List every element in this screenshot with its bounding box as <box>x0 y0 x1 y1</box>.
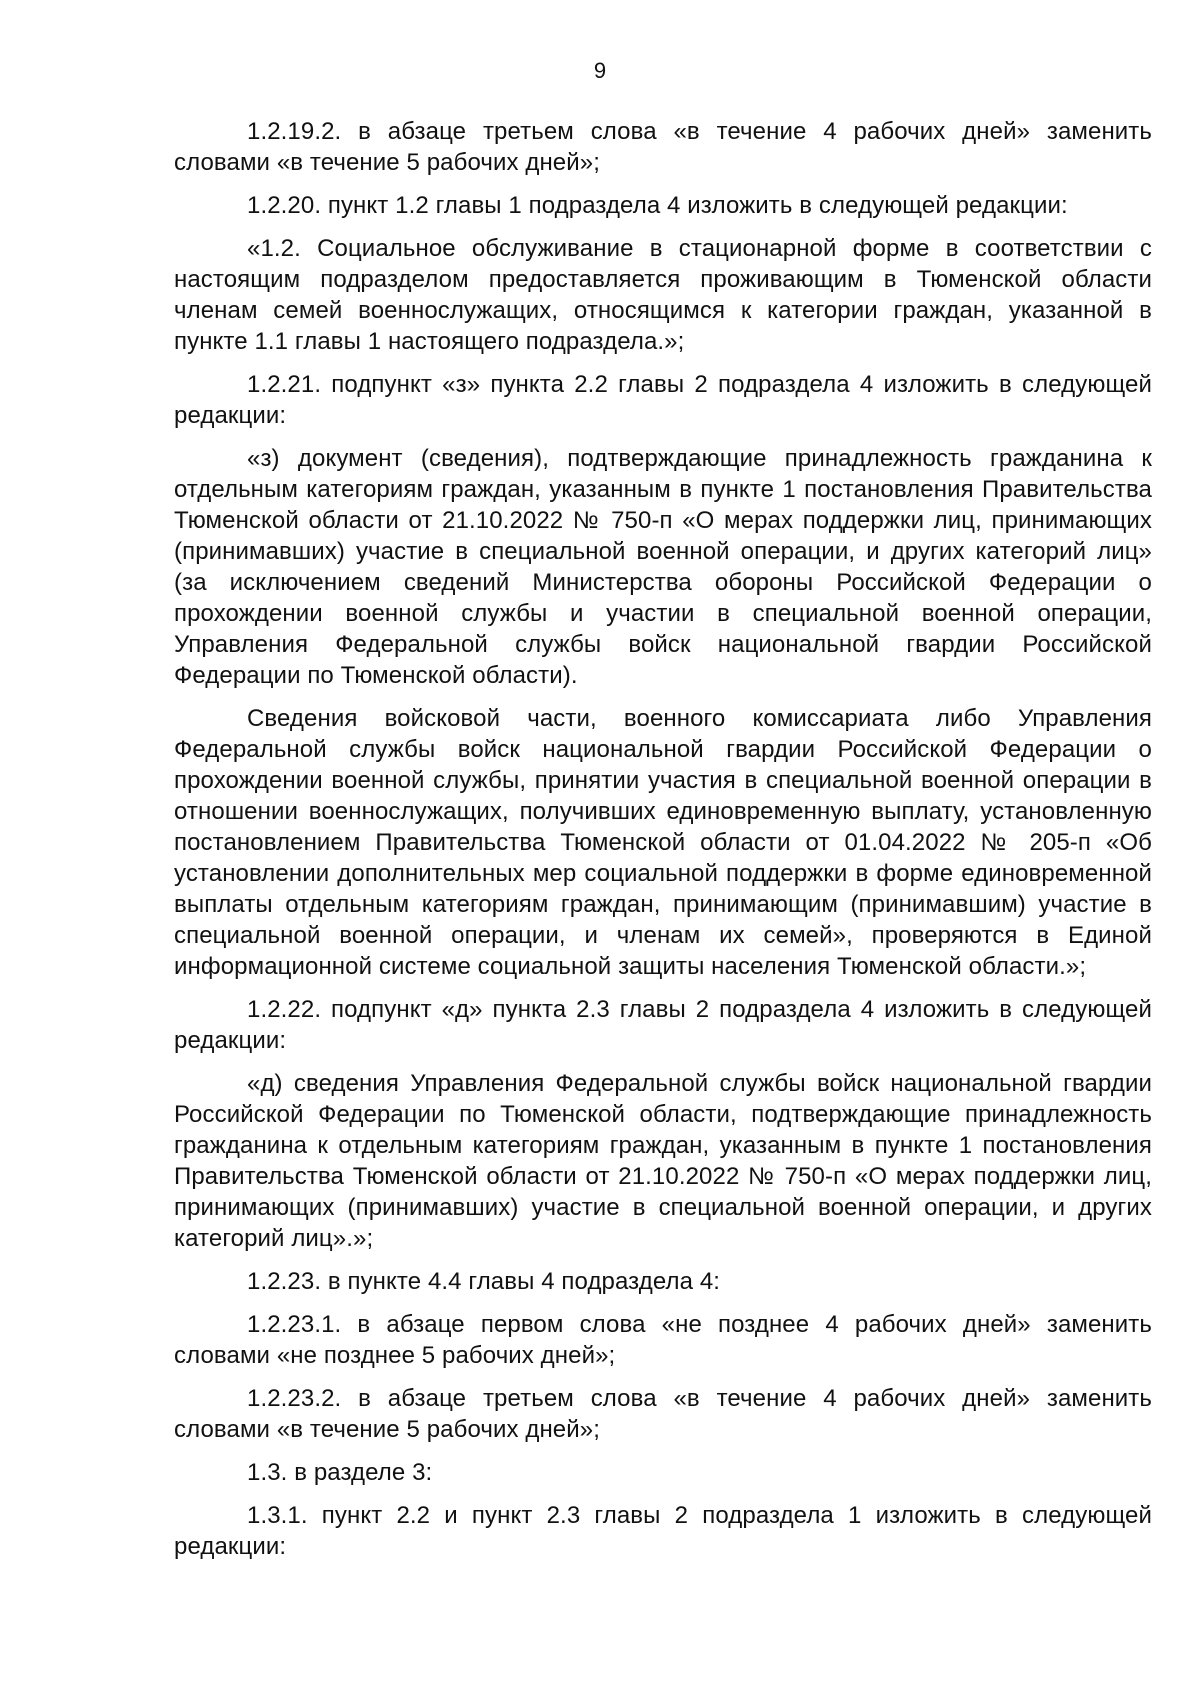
paragraph-quote-1-2: «1.2. Социальное обслуживание в стационарной форме в соответствии с настоящим подразделом предоставляется проживающим в Тюменской области членам семей военнослужащих, относящимся к категории граждан, указанной в пункте 1.1 главы 1 настоящего подраздела.»; <box>174 235 1152 355</box>
paragraph-1-3: 1.3. в разделе 3: <box>247 1459 433 1486</box>
paragraph-1-2-23-2: 1.2.23.2. в абзаце третьем слова «в течение 4 рабочих дней» заменить словами «в течение 5 рабочих дней»; <box>174 1385 1152 1443</box>
paragraph-1-2-23-1: 1.2.23.1. в абзаце первом слова «не позднее 4 рабочих дней» заменить словами «не позднее 5 рабочих дней»; <box>174 1311 1152 1369</box>
paragraph-quote-z: «з) документ (сведения), подтверждающие принадлежность гражданина к отдельным категориям граждан, указанным в пункте 1 постановления Правительства Тюменской области от 21.10.2022 № 750-п «О мерах поддержки лиц, принимающих (принимавших) участие в специальной военной операции, и других категорий лиц» (за исключением сведений Министерства обороны Российской Федерации о прохождении военной службы и участии в специальной военной операции, Управления Федеральной службы войск национальной гвардии Российской Федерации по Тюменской области). <box>174 445 1152 689</box>
paragraph-1-2-19-2: 1.2.19.2. в абзаце третьем слова «в течение 4 рабочих дней» заменить словами «в течение 5 рабочих дней»; <box>174 118 1152 176</box>
paragraph-svedeniya: Сведения войсковой части, военного комиссариата либо Управления Федеральной службы войск национальной гвардии Российской Федерации о прохождении военной службы, принятии участия в специальной военной операции в отношении военнослужащих, получивших единовременную выплату, установленную постановлением Правительства Тюменской области от 01.04.2022 № 205-п «Об установлении дополнительных мер социальной поддержки в форме единовременной выплаты отдельным категориям граждан, принимающим (принимавшим) участие в специальной военной операции, и членам их семей», проверяются в Единой информационной системе социальной защиты населения Тюменской области.»; <box>174 705 1152 980</box>
paragraph-1-2-23: 1.2.23. в пункте 4.4 главы 4 подраздела 4: <box>247 1268 721 1295</box>
paragraph-1-2-22: 1.2.22. подпункт «д» пункта 2.3 главы 2 подраздела 4 изложить в следующей редакции: <box>174 996 1152 1054</box>
document-body <box>174 116 1152 1574</box>
paragraph-1-2-21: 1.2.21. подпункт «з» пункта 2.2 главы 2 подраздела 4 изложить в следующей редакции: <box>174 371 1152 429</box>
paragraph-quote-d: «д) сведения Управления Федеральной службы войск национальной гвардии Российской Федерации по Тюменской области, подтверждающие принадлежность гражданина к отдельным категориям граждан, указанным в пункте 1 постановления Правительства Тюменской области от 21.10.2022 № 750-п «О мерах поддержки лиц, принимающих (принимавших) участие в специальной военной операции, и других категорий лиц».»; <box>174 1070 1152 1252</box>
page-number: 9 <box>593 58 607 83</box>
paragraph-1-2-20: 1.2.20. пункт 1.2 главы 1 подраздела 4 изложить в следующей редакции: <box>247 192 1068 219</box>
paragraph-1-3-1: 1.3.1. пункт 2.2 и пункт 2.3 главы 2 подраздела 1 изложить в следующей редакции: <box>174 1502 1152 1560</box>
